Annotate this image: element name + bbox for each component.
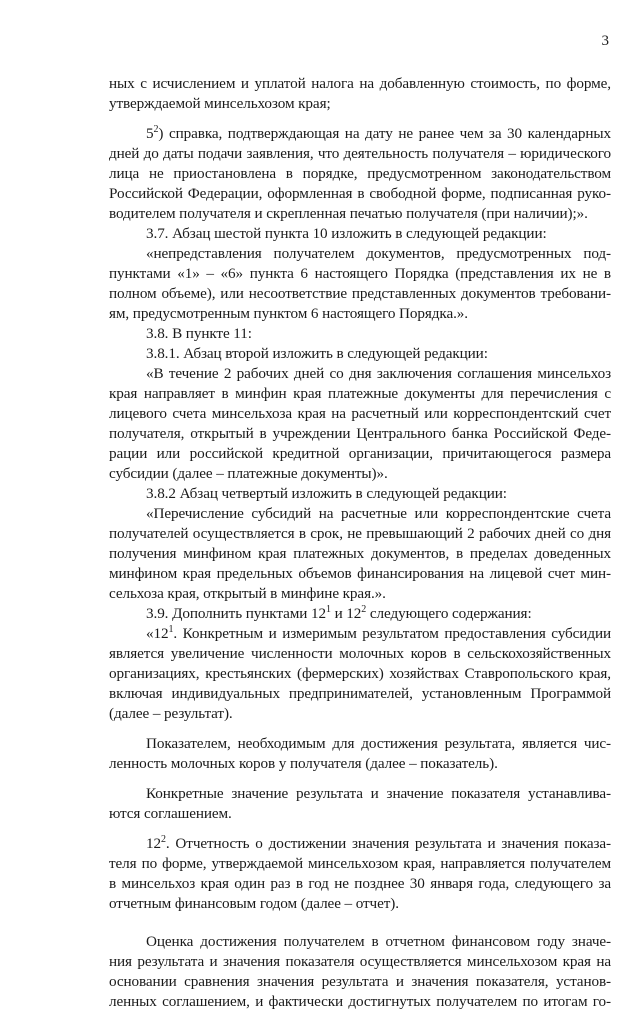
- text-run: получения минфином края платежных документов, в пределах доведенных: [109, 545, 611, 562]
- text-run: лицевого счета минсельхоза края на расчетный или корреспондентский счет: [109, 405, 611, 422]
- text-run: отчетным финансовым годом (далее – отчет).: [109, 895, 399, 912]
- text-run: в минсельхоз края один раз в год не позднее 30 января года, следующего за: [109, 875, 611, 892]
- text-run: дней до даты подачи заявления, что деятельность получателя – юридического: [109, 145, 611, 162]
- text-run: основании сравнения значения результата и значения показателя, установ-: [109, 973, 611, 990]
- text-run: теля по форме, утверждаемой минсельхозом края, направляется получателем: [109, 855, 611, 872]
- page-number: 3: [601, 33, 609, 49]
- text-run: края направляет в минфин края платежные документы для перечисления с: [109, 385, 611, 402]
- text-run: 3.8.2 Абзац четвертый изложить в следующей редакции:: [146, 485, 507, 502]
- text-run: является увеличение численности молочных коров в сельскохозяйственных: [109, 645, 611, 662]
- text-line: [109, 992, 611, 1012]
- text-run: . Отчетность о достижении значения результата и значения показа-: [165, 835, 611, 852]
- text-run: Показателем, необходимым для достижения результата, является чис-: [146, 735, 611, 752]
- text-line: [109, 444, 611, 464]
- text-run: 3.7. Абзац шестой пункта 10 изложить в следующей редакции:: [146, 225, 547, 242]
- text-run: ям, предусмотренным пунктом 6 настоящего Порядка.».: [109, 305, 468, 322]
- text-line: [109, 784, 611, 804]
- text-line: [109, 684, 611, 704]
- superscript: 1: [168, 624, 174, 635]
- text-run: пунктами «1» – «6» пункта 6 настоящего Порядка (представления их не в: [109, 265, 611, 282]
- text-line: [109, 244, 611, 264]
- superscript: 2: [361, 604, 367, 615]
- text-line: [109, 624, 611, 644]
- text-line: [109, 894, 611, 914]
- text-line: [109, 664, 611, 684]
- text-run: (далее – результат).: [109, 705, 233, 722]
- text-line: [109, 834, 611, 854]
- text-line: [109, 564, 611, 584]
- text-line: [109, 344, 611, 364]
- paragraph-spacing: [109, 724, 611, 734]
- superscript: 2: [161, 834, 166, 845]
- text-run: включая индивидуальных предпринимателей, установленным Программой: [109, 685, 611, 702]
- text-line: [109, 524, 611, 544]
- superscript: 1: [325, 604, 331, 615]
- text-run: . Конкретным и измеримым результатом предоставления субсидии: [173, 625, 611, 642]
- text-line: [109, 304, 611, 324]
- paragraph-spacing: [109, 914, 611, 932]
- text-line: [109, 754, 611, 774]
- text-run: «В течение 2 рабочих дней со дня заключения соглашения минсельхоз: [146, 365, 611, 382]
- text-run: 5: [146, 125, 154, 142]
- paragraph-spacing: [109, 114, 611, 124]
- text-line: [109, 854, 611, 874]
- text-run: Российской Федерации, оформленная в свободной форме, подписанная руко-: [109, 185, 611, 202]
- text-line: [109, 224, 611, 244]
- text-line: [109, 424, 611, 444]
- text-run: водителем получателя и скрепленная печатью получателя (при наличии);».: [109, 205, 588, 222]
- superscript: 2: [153, 124, 159, 135]
- text-line: [109, 284, 611, 304]
- text-run: утверждаемой минсельхозом края;: [109, 95, 331, 112]
- text-line: [109, 734, 611, 754]
- text-line: [109, 952, 611, 972]
- text-line: [109, 264, 611, 284]
- text-line: [109, 74, 611, 94]
- text-line: [109, 384, 611, 404]
- text-run: ленных соглашением, и фактически достигнутых получателем по итогам го-: [109, 993, 611, 1010]
- text-line: [109, 404, 611, 424]
- text-run: получателя, открытый в учреждении Центрального банка Российской Феде-: [109, 425, 611, 442]
- text-line: [109, 504, 611, 524]
- text-run: «непредставления получателем документов, предусмотренных под-: [146, 245, 611, 262]
- paragraph-spacing: [109, 824, 611, 834]
- text-run: 12: [146, 835, 161, 852]
- text-line: [109, 324, 611, 344]
- text-line: [109, 604, 611, 624]
- text-run: и 12: [330, 605, 362, 622]
- text-run: организациях, крестьянских (фермерских) хозяйствах Ставропольского края,: [109, 665, 611, 682]
- text-run: Конкретные значение результата и значение показателя устанавлива-: [146, 785, 611, 802]
- text-run: ленность молочных коров у получателя (далее – показатель).: [109, 755, 498, 772]
- text-run: ются соглашением.: [109, 805, 232, 822]
- text-run: лица не приостановлена в порядке, предусмотренном законодательством: [109, 165, 611, 182]
- text-line: [109, 484, 611, 504]
- text-line: [109, 874, 611, 894]
- text-line: [109, 464, 611, 484]
- text-run: полном объеме), или несоответствие представленных документов требовани-: [109, 285, 611, 302]
- text-line: [109, 584, 611, 604]
- text-line: [109, 94, 611, 114]
- text-run: Оценка достижения получателем в отчетном финансовом году значе-: [146, 933, 611, 950]
- text-run: сельхоза края, открытый в минфине края.».: [109, 585, 386, 602]
- text-line: [109, 184, 611, 204]
- text-line: [109, 204, 611, 224]
- text-line: [109, 144, 611, 164]
- text-line: [109, 644, 611, 664]
- text-run: ) справка, подтверждающая на дату не ранее чем за 30 календарных: [158, 125, 611, 142]
- text-line: [109, 972, 611, 992]
- text-run: минфином края предельных объемов финансирования на лицевой счет мин-: [109, 565, 611, 582]
- text-line: [109, 124, 611, 144]
- text-line: [109, 364, 611, 384]
- text-line: [109, 544, 611, 564]
- text-run: «12: [146, 625, 169, 642]
- text-line: [109, 932, 611, 952]
- text-run: следующего содержания:: [366, 605, 532, 622]
- text-run: субсидии (далее – платежные документы)».: [109, 465, 388, 482]
- text-run: ния результата и значения показателя осуществляется минсельхозом края на: [109, 953, 611, 970]
- document-body: [109, 74, 611, 1012]
- text-run: ных с исчислением и уплатой налога на добавленную стоимость, по форме,: [109, 75, 611, 92]
- paragraph-spacing: [109, 774, 611, 784]
- text-run: 3.8. В пункте 11:: [146, 325, 252, 342]
- text-run: рации или российской кредитной организации, причитающегося размера: [109, 445, 611, 462]
- text-run: 3.9. Дополнить пунктами 12: [146, 605, 326, 622]
- text-run: получателей осуществляется в срок, не превышающий 2 рабочих дней со дня: [109, 525, 611, 542]
- text-line: [109, 804, 611, 824]
- text-line: [109, 164, 611, 184]
- text-run: «Перечисление субсидий на расчетные или корреспондентские счета: [146, 505, 611, 522]
- text-line: [109, 704, 611, 724]
- text-run: 3.8.1. Абзац второй изложить в следующей редакции:: [146, 345, 488, 362]
